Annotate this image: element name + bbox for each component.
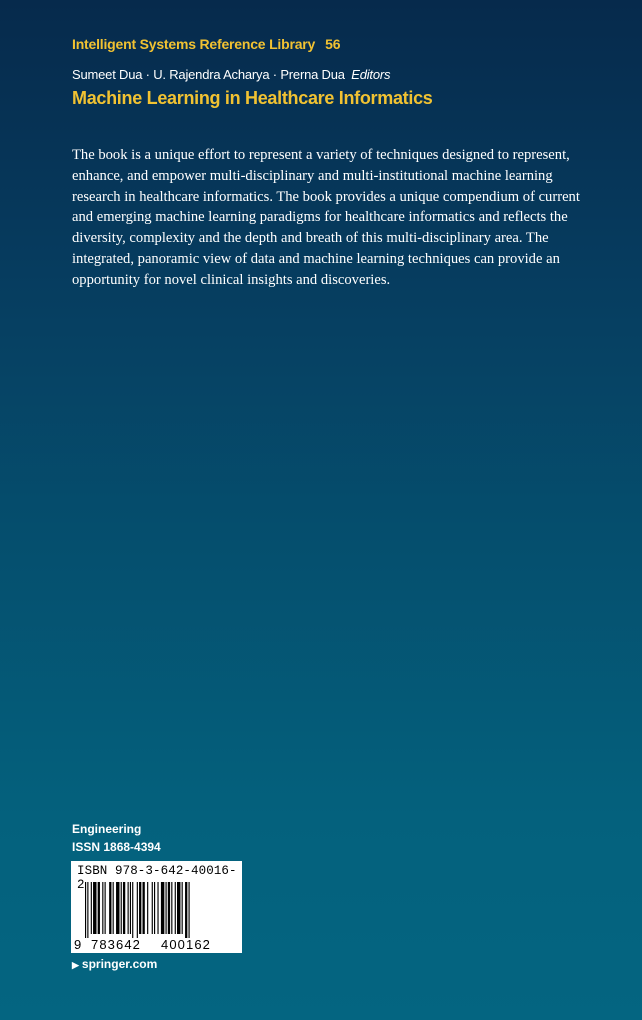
barcode-bar <box>185 882 187 938</box>
barcode-bar <box>93 882 96 934</box>
barcode-bars <box>85 882 229 938</box>
barcode-bar <box>137 882 138 938</box>
barcode-bar <box>166 882 167 934</box>
barcode-bar <box>171 882 172 934</box>
publisher-link[interactable] <box>72 957 157 971</box>
editors-line <box>72 67 390 82</box>
barcode-bar <box>109 882 111 934</box>
barcode-bar <box>143 882 145 934</box>
ean-lead-digit: 9 <box>74 937 82 952</box>
series-name: Intelligent Systems Reference Library <box>72 36 316 52</box>
barcode-bar <box>177 882 180 934</box>
isbn-label: ISBN 978-3-642-40016-2 <box>77 864 237 892</box>
barcode-bar <box>157 882 158 934</box>
barcode-bar <box>91 882 92 934</box>
barcode-bar <box>102 882 103 934</box>
barcode-bar <box>189 882 190 938</box>
barcode-bar <box>147 882 148 934</box>
barcode-bar <box>182 882 183 934</box>
barcode-bar <box>116 882 119 934</box>
barcode-bar <box>132 882 133 938</box>
series-line <box>72 36 340 52</box>
series-number: 56 <box>325 36 341 52</box>
ean-group-1: 783642 <box>91 937 141 952</box>
editor-names: Sumeet Dua · U. Rajendra Acharya · Prerna Dua <box>72 67 345 82</box>
barcode-bar <box>130 882 131 934</box>
book-description: The book is a unique effort to represent a variety of techniques designed to represent, enhance, and empower multi-disciplinary and multi-institutional machine learning research in healthcare informatics. The book provides a unique compendium of current and emerging machine learning paradigms for healthcare informatics and reflects the diversity, complexity and the depth and breath of this multi-disciplinary area. The integrated, panoramic view of data and machine learning techniques can provide an opportunity for novel clinical insights and discoveries. <box>72 147 580 288</box>
barcode-bar <box>87 882 88 938</box>
barcode-bar <box>128 882 129 934</box>
editors-role: Editors <box>351 67 391 82</box>
publisher-link-text: springer.com <box>81 957 158 971</box>
isbn-barcode <box>71 861 242 953</box>
arrow-right-icon: ▶ <box>72 960 79 970</box>
barcode-bar <box>168 882 170 934</box>
barcode-bar <box>98 882 100 934</box>
barcode-bar <box>152 882 153 934</box>
subject-category: Engineering <box>72 822 142 836</box>
barcode-bar <box>121 882 122 934</box>
barcode-bar <box>154 882 155 934</box>
book-title: Machine Learning in Healthcare Informatics <box>72 88 433 108</box>
barcode-bar <box>161 882 164 934</box>
issn-number: ISSN 1868-4394 <box>72 840 161 854</box>
barcode-bar <box>139 882 141 934</box>
barcode-bar <box>123 882 125 934</box>
ean-group-2: 400162 <box>161 937 211 952</box>
barcode-bar <box>113 882 114 934</box>
barcode-bar <box>105 882 106 934</box>
barcode-bar <box>85 882 86 938</box>
barcode-bar <box>175 882 176 934</box>
